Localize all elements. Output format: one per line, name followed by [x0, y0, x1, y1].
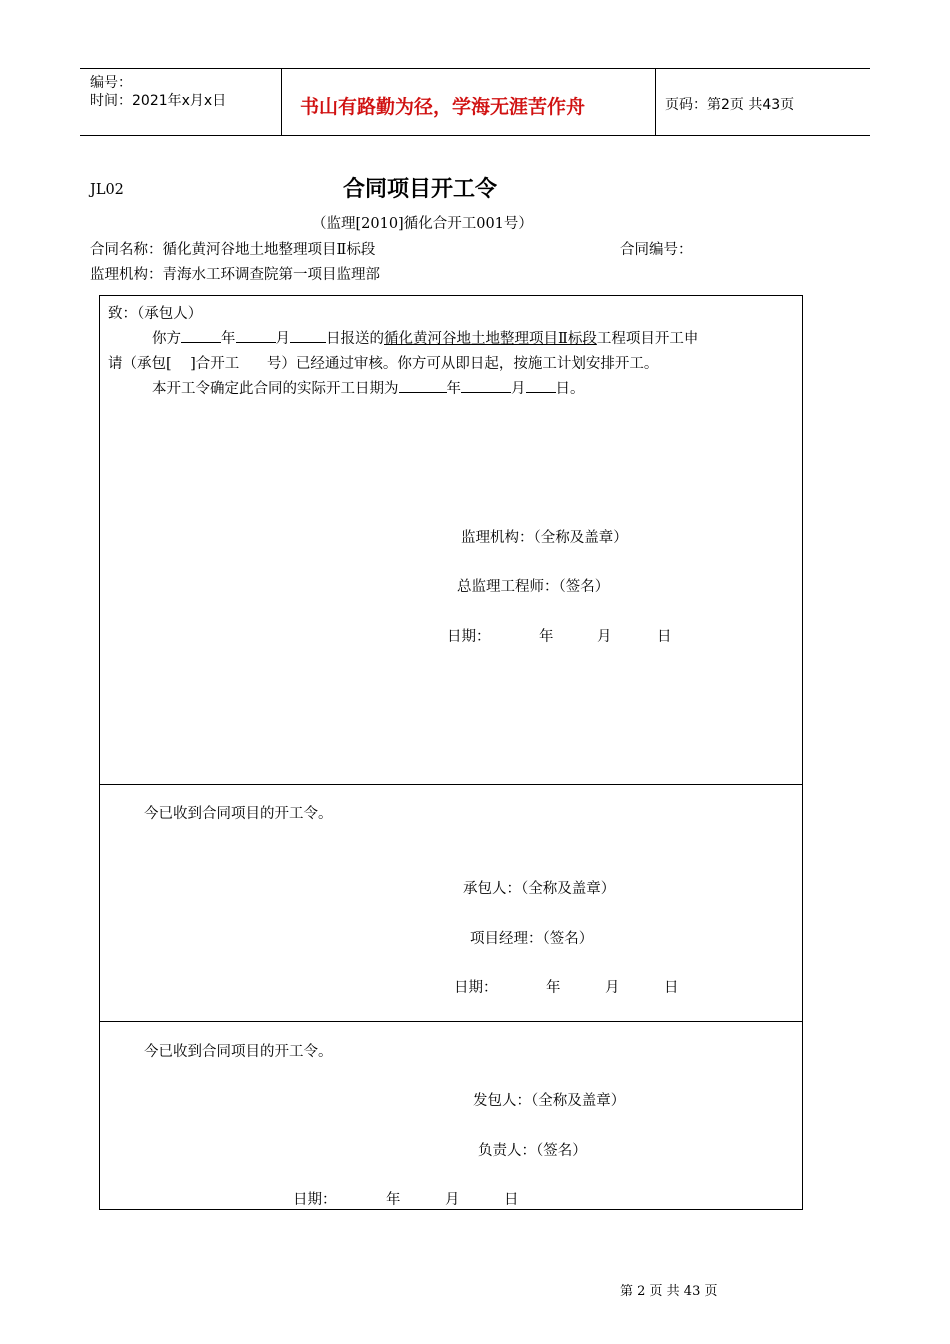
- paragraph-1: [152, 327, 698, 348]
- p1-lead: 你方: [152, 331, 181, 347]
- recipient-line: 致：（承包人）: [108, 306, 203, 322]
- paragraph-3: [152, 377, 585, 398]
- date-month: 月: [445, 1192, 460, 1208]
- date-label: 日期：: [447, 629, 491, 645]
- blank-day[interactable]: [290, 328, 326, 343]
- header-bottom-rule: [80, 135, 870, 136]
- date-month: 月: [597, 629, 612, 645]
- p3-day: 日。: [555, 381, 585, 397]
- project-manager-sign-line: 项目经理：（签名）: [470, 931, 594, 947]
- doc-subtitle: （监理[2010]循化合开工001号）: [312, 216, 533, 232]
- blank-start-year[interactable]: [399, 378, 447, 393]
- blank-start-month[interactable]: [461, 378, 511, 393]
- doc-code: JL02: [90, 182, 124, 198]
- date-day: 日: [657, 629, 672, 645]
- blank-year[interactable]: [181, 328, 221, 343]
- project-name: 循化黄河谷地土地整理项目Ⅱ标段: [384, 331, 597, 347]
- supervisor-seal-line: 监理机构：（全称及盖章）: [461, 530, 628, 546]
- header-divider: [281, 68, 282, 135]
- header-time-label: 时间：2021年x月x日: [90, 93, 227, 109]
- blank-month[interactable]: [236, 328, 276, 343]
- date-label: 日期：: [454, 980, 498, 996]
- p3-month: 月: [511, 381, 526, 397]
- date-year: 年: [386, 1192, 401, 1208]
- receipt-text: 今已收到合同项目的开工令。: [144, 1044, 333, 1060]
- chief-engineer-sign-line: 总监理工程师：（签名）: [457, 579, 610, 595]
- header-motto: 书山有路勤为径，学海无涯苦作舟: [300, 96, 586, 118]
- p3-lead: 本开工令确定此合同的实际开工日期为: [152, 381, 399, 397]
- blank-start-day[interactable]: [526, 378, 556, 393]
- p1-month: 月: [275, 331, 290, 347]
- footer-page-number: 第 2 页 共 43 页: [620, 1284, 718, 1299]
- receipt-text: 今已收到合同项目的开工令。: [144, 806, 333, 822]
- contractor-receipt-section: [99, 784, 803, 1022]
- page-title: 合同项目开工令: [343, 177, 498, 202]
- contractor-seal-line: 承包人：（全称及盖章）: [463, 881, 616, 897]
- p3-year: 年: [446, 381, 461, 397]
- p1-year: 年: [221, 331, 236, 347]
- date-year: 年: [539, 629, 554, 645]
- paragraph-2: 请（承包[ ]合开工 号）已经通过审核。你方可从即日起，按施工计划安排开工。: [108, 356, 659, 372]
- responsible-person-sign-line: 负责人：（签名）: [478, 1143, 587, 1159]
- date-label: 日期：: [293, 1192, 337, 1208]
- employer-seal-line: 发包人：（全称及盖章）: [473, 1093, 626, 1109]
- header-page-info: 页码：第2页 共43页: [665, 97, 795, 113]
- date-day: 日: [664, 980, 679, 996]
- contract-name: 合同名称：循化黄河谷地土地整理项目Ⅱ标段: [90, 242, 376, 258]
- p1-tail: 工程项目开工申: [596, 331, 699, 347]
- date-year: 年: [546, 980, 561, 996]
- employer-receipt-section: [99, 1021, 803, 1210]
- p1-day: 日报送的: [326, 331, 384, 347]
- order-section: [99, 295, 803, 785]
- header-top-rule: [80, 68, 870, 69]
- date-month: 月: [605, 980, 620, 996]
- contract-number: 合同编号：: [620, 242, 693, 258]
- header-number-label: 编号：: [90, 75, 132, 91]
- date-day: 日: [504, 1192, 519, 1208]
- supervisor-org: 监理机构：青海水工环调查院第一项目监理部: [90, 267, 380, 283]
- header-divider: [655, 68, 656, 135]
